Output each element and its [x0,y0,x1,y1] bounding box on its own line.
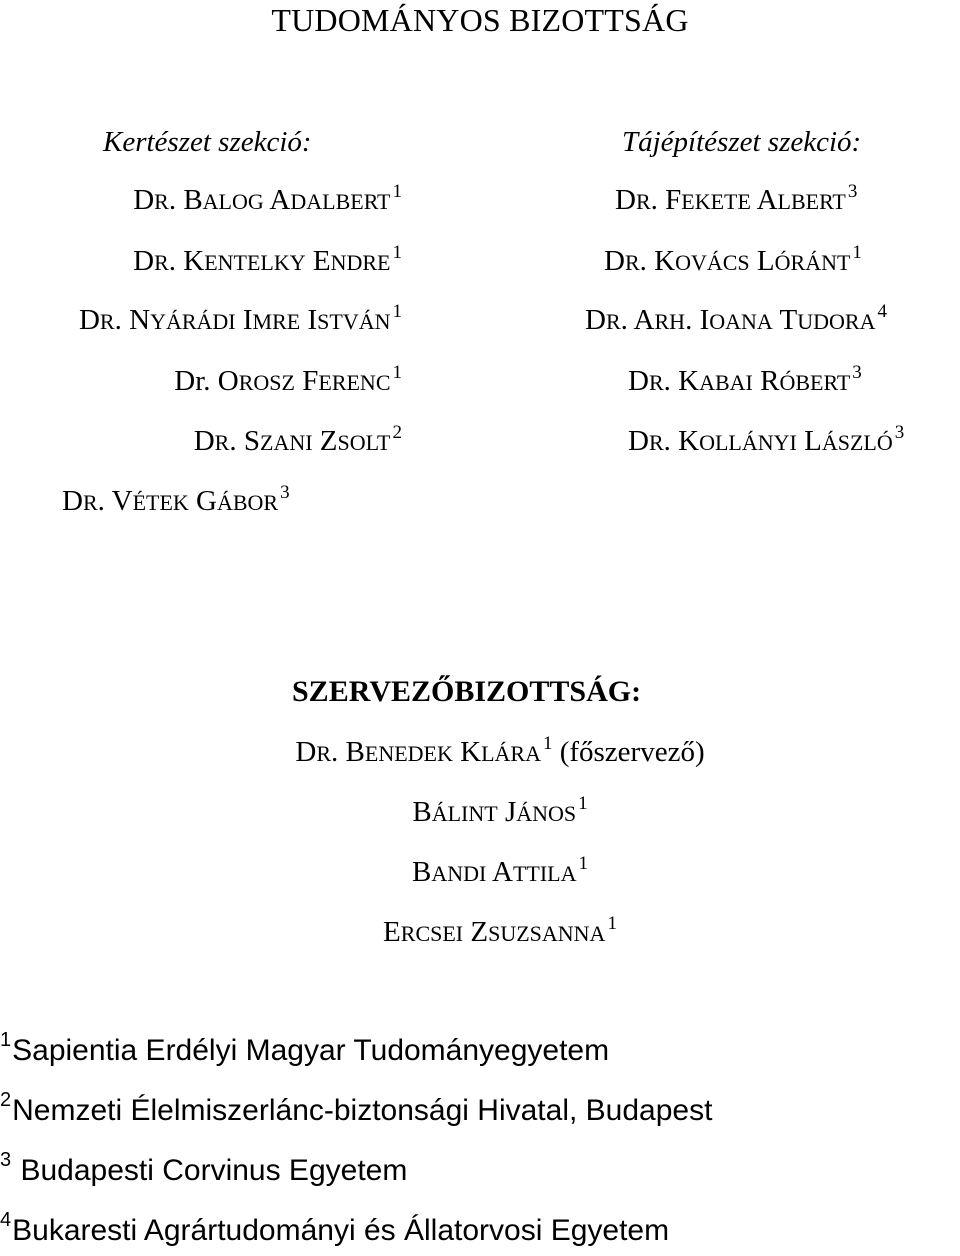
organizing-committee-heading: SZERVEZŐBIZOTTSÁG: [292,675,642,708]
name-part-prefix_sc: R [605,309,621,334]
affiliation-marker: 2 [392,422,402,443]
affiliation-number: 3 [0,1149,12,1171]
name-part-n2: R [752,365,780,397]
horticulture-member [0,301,402,336]
name-part-n1sc: YÁRÁDI [150,309,236,334]
name-part-dot: . [663,365,679,397]
name-part-dot: . [650,184,666,216]
name-part-dot: . [168,184,184,216]
name-part-n1: N [129,304,151,336]
name-part-prefix_sc: R [648,370,664,395]
name-part-n1: F [665,184,682,216]
name-part-n2sc: ÁNOS [516,801,577,826]
name-part-n2sc: DALBERT [290,189,391,214]
name-part-n3: I [300,304,318,336]
name-part-prefix: D [628,425,649,457]
name-part-n1: K [678,365,700,397]
name-part-n1: K [654,245,676,277]
name-part-n2: G [188,485,217,517]
page-title: TUDOMÁNYOS BIZOTTSÁG [271,2,689,38]
landscape-member [615,181,858,216]
name-part-n1sc: ZANI [260,430,313,455]
name-part-prefix: D [295,736,317,768]
organizing-member [0,793,960,828]
name-part-dot: . [203,365,218,397]
name-part-n1sc: RCSEI [400,921,464,946]
name-part-prefix: D [193,425,215,457]
name-part-n1sc: ENEDEK [364,741,453,766]
landscape-member [585,301,887,336]
affiliation-text: Sapientia Erdélyi Magyar Tudományegyetem [12,1034,610,1067]
name-part-prefix: D [133,245,155,277]
name-part-dot: . [168,245,184,277]
affiliation-marker: 1 [392,362,402,383]
landscape-member [628,422,905,457]
name-part-prefix: D [585,304,606,336]
name-part-prefix_sc: R [214,430,230,455]
name-part-n3sc: UDORA [797,309,876,334]
name-part-dot: . [114,304,130,336]
name-part-n1sc: ENTELKY [204,250,306,275]
name-part-prefix_sc: R [99,309,115,334]
affiliation-line [0,1029,610,1067]
name-part-n2: Z [312,425,338,457]
name-part-n2: L [749,245,775,277]
name-part-dot: . [663,425,679,457]
name-part-prefix: D [615,184,636,216]
name-part-n2sc: SUZSANNA [488,921,606,946]
name-part-n2: E [305,245,331,277]
name-part-n2: Z [463,916,489,948]
name-part-dot: . [331,736,346,768]
affiliation-marker: 4 [877,301,887,322]
affiliation-line [0,1149,408,1187]
name-part-n2: A [486,856,513,888]
organizing-member [0,853,960,888]
affiliation-number: 4 [0,1209,12,1231]
name-part-n1: S [243,425,260,457]
name-part-n2sc: NDRE [330,250,391,275]
name-part-n1sc: OVÁCS [675,250,750,275]
name-part-n2: I [235,304,253,336]
name-part-prefix_sc: R [316,741,332,766]
name-part-n1sc: ALOG [202,189,264,214]
name-part-n1: B [183,184,203,216]
affiliation-line [0,1209,670,1247]
horticulture-member [0,362,402,397]
name-part-prefix: D [78,304,100,336]
name-part-n2sc: ERENC [318,370,391,395]
affiliation-marker: 1 [392,242,402,263]
name-part-prefix: Dr [174,365,204,397]
name-part-n2: A [263,184,291,216]
name-part-n1sc: ANDI [431,861,487,886]
organizing-member [0,913,960,948]
horticulture-member [62,482,290,517]
name-part-prefix: D [62,485,83,517]
name-part-n2sc: MRE [252,309,301,334]
affiliation-marker: 3 [894,422,905,443]
landscape-member [628,362,862,397]
affiliation-text: Nemzeti Élelmiszerlánc-biztonsági Hivatal, Budapest [12,1094,713,1127]
organizing-member [0,733,960,768]
horticulture-member [0,181,402,216]
affiliation-marker: 1 [607,913,617,934]
affiliation-marker: 1 [578,853,588,874]
name-part-prefix_sc: R [82,490,98,515]
name-part-n1: V [111,485,133,517]
name-part-prefix_sc: R [624,250,640,275]
name-part-n2sc: LBERT [777,189,846,214]
affiliation-marker: 3 [847,181,858,202]
affiliation-marker: 1 [392,301,402,322]
name-part-n2sc: LÁRA [481,741,541,766]
name-part-n2sc: ÁBOR [216,490,279,515]
name-part-n2: F [294,365,319,397]
horticulture-member [0,422,402,457]
affiliation-number: 2 [0,1089,12,1111]
name-part-n2sc: OANA [709,309,773,334]
name-part-dot: . [97,485,112,517]
name-part-n2: J [497,796,517,828]
name-part-n2sc: SOLT [337,430,391,455]
name-part-n2: A [750,184,778,216]
name-part-n1: K [183,245,205,277]
affiliation-marker: 1 [852,242,862,263]
name-part-n1sc: EKETE [681,189,751,214]
name-part-n1: B [412,796,432,828]
name-part-prefix_sc: R [648,430,664,455]
name-part-prefix_sc: R [635,189,651,214]
affiliation-line [0,1089,713,1127]
name-part-n2sc: TTILA [512,861,577,886]
horticulture-member [0,242,402,277]
name-part-n1: B [412,856,432,888]
name-part-n1sc: ABAI [699,370,753,395]
name-part-n1: E [383,916,401,948]
role-note: (főszervező) [552,736,705,768]
name-part-dot: . [620,304,634,336]
landscape-member [604,242,862,277]
name-part-n1sc: ÁLINT [431,801,498,826]
name-part-n2sc: ÁSZLÓ [821,430,893,455]
name-part-n1: B [345,736,365,768]
affiliation-marker: 1 [578,793,588,814]
name-part-dot: . [639,245,655,277]
name-part-n3: T [772,304,798,336]
name-part-prefix_sc: R [154,250,169,275]
name-part-prefix_sc: R [154,189,169,214]
horticulture-section-heading: Kertészet szekció: [103,126,312,158]
name-part-n1sc: ÉTEK [132,490,189,515]
name-part-n1: A [633,304,655,336]
name-part-n1sc: ROSZ [238,370,295,395]
affiliation-text: Budapesti Corvinus Egyetem [12,1154,408,1187]
affiliation-marker: 3 [280,482,290,503]
affiliation-number: 1 [0,1029,12,1051]
name-part-prefix: D [604,245,625,277]
name-part-n3sc: STVÁN [317,309,391,334]
affiliation-marker: 1 [542,733,553,754]
name-part-prefix: D [133,184,155,216]
name-part-n1sc: OLLÁNYI [699,430,797,455]
affiliation-marker: 3 [852,362,862,383]
landscape-section-heading: Tájépítészet szekció: [622,126,862,158]
affiliation-marker: 1 [392,181,402,202]
name-part-n2sc: ÓBERT [779,370,851,395]
name-part-n1: O [217,365,239,397]
name-part-n2sc: ÓRÁNT [774,250,851,275]
name-part-n1sc: RH [654,309,686,334]
name-part-dot: . [229,425,244,457]
name-part-n2: . I [685,304,710,336]
name-part-n2: L [796,425,822,457]
name-part-prefix: D [628,365,649,397]
name-part-n2: K [452,736,482,768]
name-part-n1: K [678,425,700,457]
affiliation-text: Bukaresti Agrártudományi és Állatorvosi Egyetem [12,1214,670,1247]
